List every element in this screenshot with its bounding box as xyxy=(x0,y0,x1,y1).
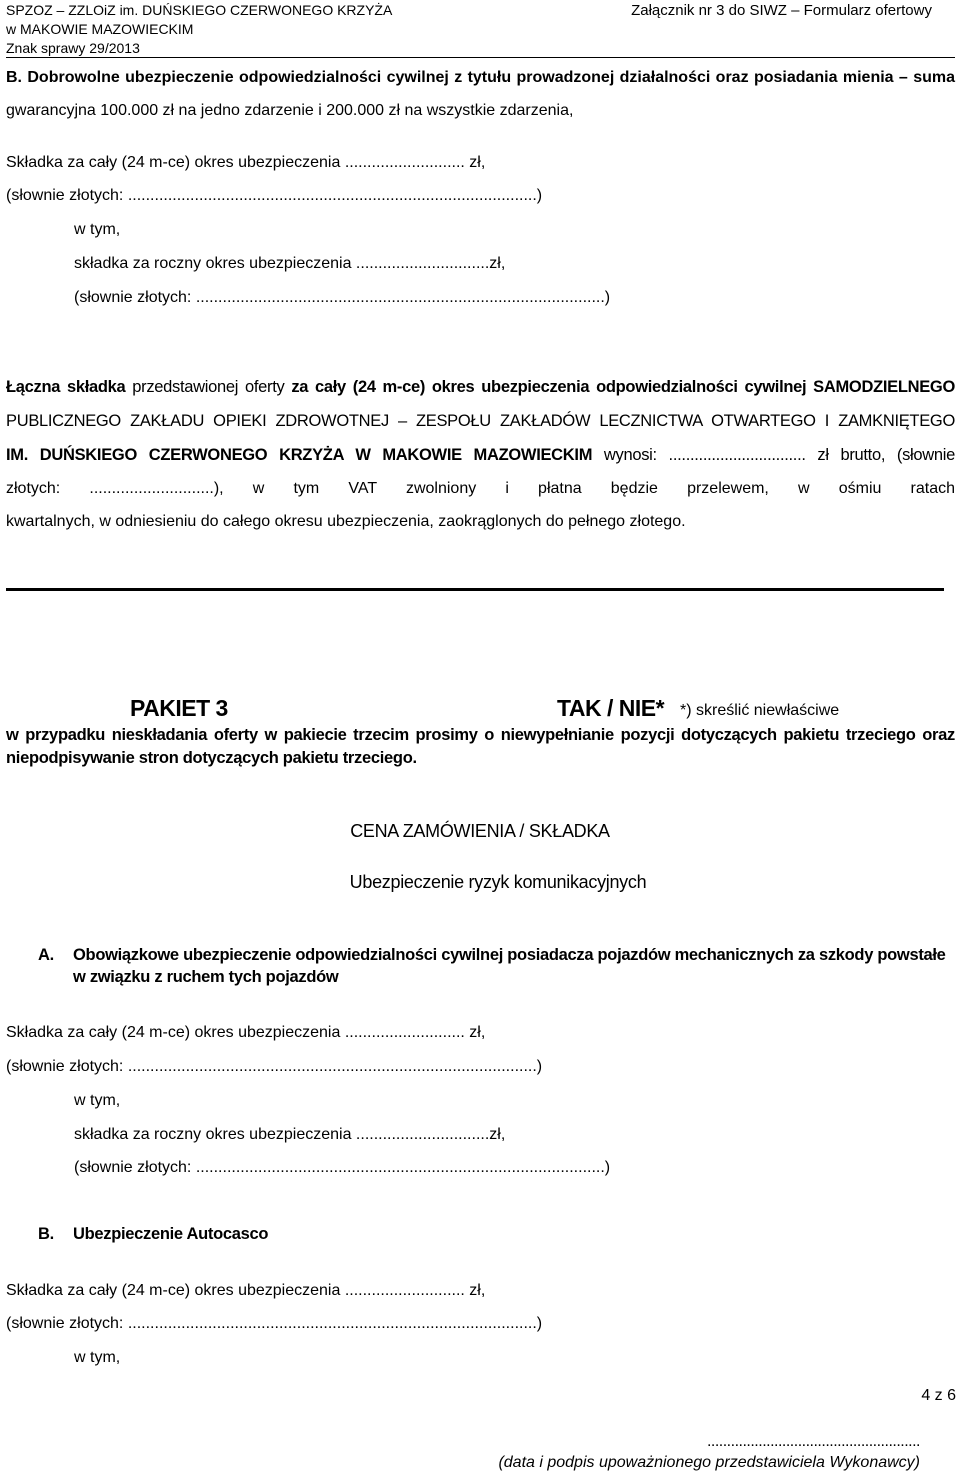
premium-annual-in-words: (słownie złotych: ............................................................................................) xyxy=(74,289,611,306)
premium-total-in-words: (słownie złotych: ............................................................................................) xyxy=(6,1315,543,1332)
total-premium-line5: kwartalnych, w odniesieniu do całego okresu ubezpieczenia, zaokrąglonych do pełnego złotego. xyxy=(6,513,686,530)
signature-caption: (data i podpis upoważnionego przedstawiciela Wykonawcy) xyxy=(498,1454,920,1471)
signature-dots: ...................................................... xyxy=(706,1433,920,1450)
premium-annual-line: składka za roczny okres ubezpieczenia ..............................zł, xyxy=(74,1126,506,1143)
section-b-letter: B. xyxy=(38,1225,54,1243)
premium-total-line: Składka za cały (24 m-ce) okres ubezpieczenia ........................... zł, xyxy=(6,154,486,171)
section-b-title: Ubezpieczenie Autocasco xyxy=(73,1225,269,1243)
of-which-label: w tym, xyxy=(74,1092,121,1109)
section-a-letter: A. xyxy=(38,946,54,964)
section-b-prev-heading-line2: gwarancyjna 100.000 zł na jedno zdarzenie i 200.000 zł na wszystkie zdarzenia, xyxy=(6,102,574,119)
total-premium-line3: IM. DUŃSKIEGO CZERWONEGO KRZYŻA W MAKOWIE MAZOWIECKIM wynosi: ................................ zł brutto, (słownie xyxy=(6,446,955,464)
premium-annual-in-words: (słownie złotych: ............................................................................................) xyxy=(74,1159,611,1176)
page-number: 4 z 6 xyxy=(921,1387,956,1404)
total-premium-label: Łączna składka xyxy=(6,378,126,396)
header-org-line1: SPZOZ – ZZLOiZ im. DUŃSKIEGO CZERWONEGO KRZYŻA xyxy=(6,2,393,18)
header-attachment: Załącznik nr 3 do SIWZ – Formularz ofertowy xyxy=(631,2,932,19)
package-choice-note: *) skreślić niewłaściwe xyxy=(680,702,840,719)
section-b-prev-heading-line1: B. Dobrowolne ubezpieczenie odpowiedzialności cywilnej z tytułu prowadzonej działalności oraz posiadania mienia – suma xyxy=(6,69,955,86)
package-title: PAKIET 3 xyxy=(130,695,228,721)
of-which-label: w tym, xyxy=(74,1349,121,1366)
total-premium-line1: Łączna składka przedstawionej oferty za cały (24 m-ce) okres ubezpieczenia odpowiedzialności cywilnej SAMODZIELNEGO xyxy=(6,378,956,396)
package-choice: TAK / NIE* xyxy=(557,695,665,721)
package-warning-line1: w przypadku nieskładania oferty w pakiecie trzecim prosimy o niewypełnianie pozycji dotyczących pakietu trzeciego oraz xyxy=(6,726,955,744)
header-rule xyxy=(6,57,955,58)
premium-total-line: Składka za cały (24 m-ce) okres ubezpieczenia ........................... zł, xyxy=(6,1024,486,1041)
section-a-title-line1: Obowiązkowe ubezpieczenie odpowiedzialności cywilnej posiadacza pojazdów mechanicznych za szkody powstałe xyxy=(73,946,946,964)
premium-total-in-words: (słownie złotych: ............................................................................................) xyxy=(6,1058,543,1075)
total-premium-line4: złotych: ............................), w tym VAT zwolniony i płatna będzie przelewem, w ośmiu ratach xyxy=(6,480,955,497)
header-case-number: Znak sprawy 29/2013 xyxy=(6,40,140,56)
total-premium-line2: PUBLICZNEGO ZAKŁADU OPIEKI ZDROWOTNEJ – ZESPOŁU ZAKŁADÓW LECZNICTWA OTWARTEGO I ZAMKNIĘTEGO xyxy=(6,412,955,430)
package-warning-line2: niepodpisywanie stron dotyczących pakietu trzeciego. xyxy=(6,749,417,767)
premium-total-in-words: (słownie złotych: ............................................................................................) xyxy=(6,187,543,204)
premium-annual-line: składka za roczny okres ubezpieczenia ..............................zł, xyxy=(74,255,506,272)
premium-total-line: Składka za cały (24 m-ce) okres ubezpieczenia ........................... zł, xyxy=(6,1282,486,1299)
section-a-title-line2: w związku z ruchem tych pojazdów xyxy=(73,968,339,986)
of-which-label: w tym, xyxy=(74,221,121,238)
header-org-line2: w MAKOWIE MAZOWIECKIM xyxy=(6,21,194,37)
price-heading: CENA ZAMÓWIENIA / SKŁADKA xyxy=(350,821,610,841)
section-divider xyxy=(6,588,944,591)
risk-subheading: Ubezpieczenie ryzyk komunikacyjnych xyxy=(349,872,647,892)
